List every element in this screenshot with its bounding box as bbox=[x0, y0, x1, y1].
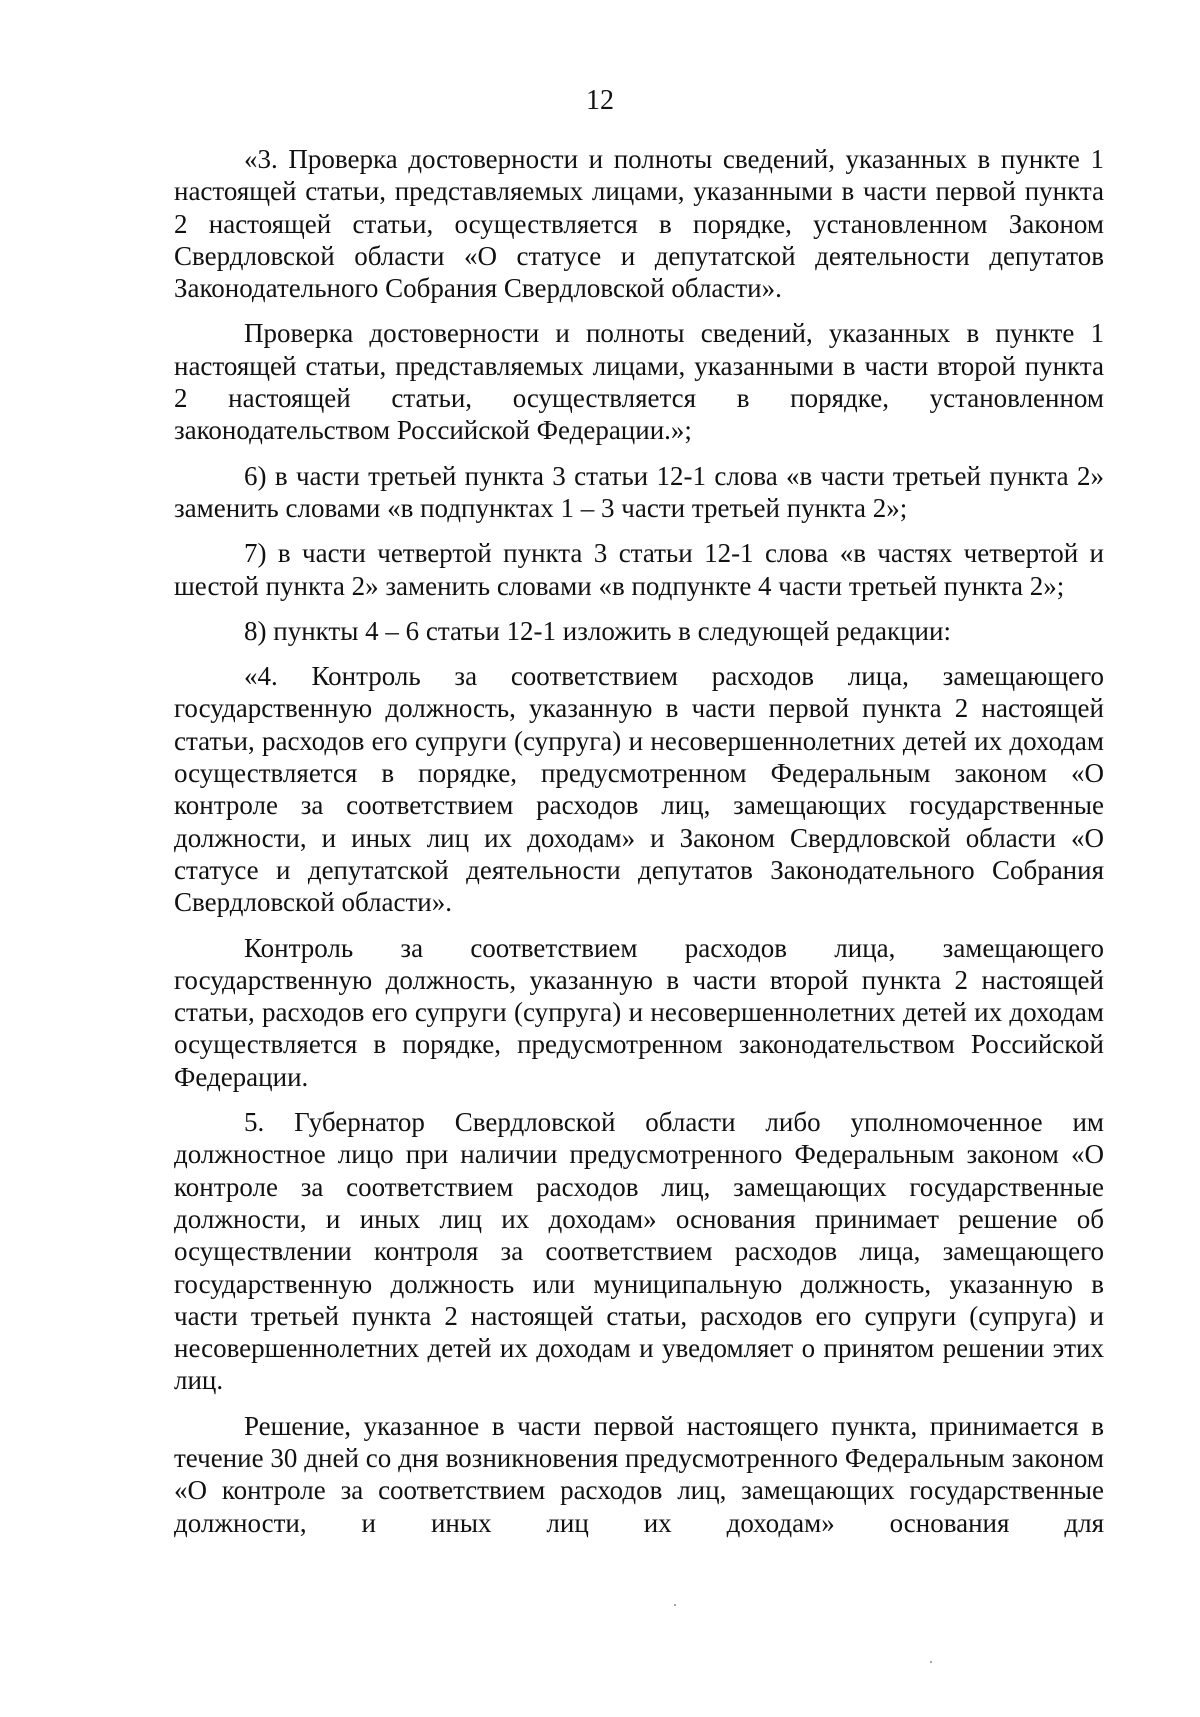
paragraph-5-governor-decision: 5. Губернатор Свердловской области либо уполномоченное им должностное лицо при наличии предусмотренного Федеральным законом «О контроле за соответствием расходов лиц, замещающих государственные должности, и иных лиц их доходам» основания принимает решение об осуществлении контроля за соответствием расходов лица, замещающего государственную должность или муниципальную должность, указанную в части третьей пункта 2 настоящей статьи, расходов его супруги (супруга) и несовершеннолетних детей их доходам и уведомляет о принятом решении этих лиц. bbox=[174, 1107, 1104, 1396]
paragraph-amendment-8: 8) пункты 4 – 6 статьи 12-1 изложить в следующей редакции: bbox=[244, 615, 951, 646]
scan-speck bbox=[674, 1604, 676, 1606]
paragraph-3-verification-deputies: «3. Проверка достоверности и полноты сведений, указанных в пункте 1 настоящей статьи, представляемых лицами, указанными в части первой пункта 2 настоящей статьи, осуществляется в порядке, установленном Законом Свердловской области «О статусе и депутатской деятельности депутатов Законодательного Собрания Свердловской области». bbox=[174, 144, 1104, 304]
paragraph-4-expense-control: «4. Контроль за соответствием расходов лица, замещающего государственную должность, указанную в части первой пункта 2 настоящей статьи, расходов его супруги (супруга) и несовершеннолетних детей их доходам осуществляется в порядке, предусмотренном Федеральным законом «О контроле за соответствием расходов лиц, замещающих государственные должности, и иных лиц их доходам» и Законом Свердловской области «О статусе и депутатской деятельности депутатов Законодательного Собрания Свердловской области». bbox=[174, 661, 1104, 918]
paragraph-decision-deadline: Решение, указанное в части первой настоящего пункта, принимается в течение 30 дней со дня возникновения предусмотренного Федеральным законом «О контроле за соответствием расходов лиц, замещающих государственные должности, и иных лиц их доходам» основания для bbox=[174, 1410, 1104, 1538]
paragraph-expense-control-others: Контроль за соответствием расходов лица, замещающего государственную должность, указанную в части второй пункта 2 настоящей статьи, расходов его супруги (супруга) и несовершеннолетних детей их доходам осуществляется в порядке, предусмотренном законодательством Российской Федерации. bbox=[174, 932, 1104, 1092]
paragraph-amendment-6: 6) в части третьей пункта 3 статьи 12-1 слова «в части третьей пункта 2» заменить словами «в подпунктах 1 – 3 части третьей пункта 2»; bbox=[174, 460, 1104, 523]
document-body bbox=[174, 143, 1104, 1539]
scan-speck bbox=[930, 1661, 932, 1663]
paragraph-verification-others: Проверка достоверности и полноты сведений, указанных в пункте 1 настоящей статьи, представляемых лицами, указанными в части второй пункта 2 настоящей статьи, осуществляется в порядке, установленном законодательством Российской Федерации.»; bbox=[174, 318, 1104, 446]
paragraph-amendment-7: 7) в части четвертой пункта 3 статьи 12-1 слова «в частях четвертой и шестой пункта 2» заменить словами «в подпункте 4 части третьей пункта 2»; bbox=[174, 538, 1104, 601]
page-number: 12 bbox=[586, 85, 614, 116]
